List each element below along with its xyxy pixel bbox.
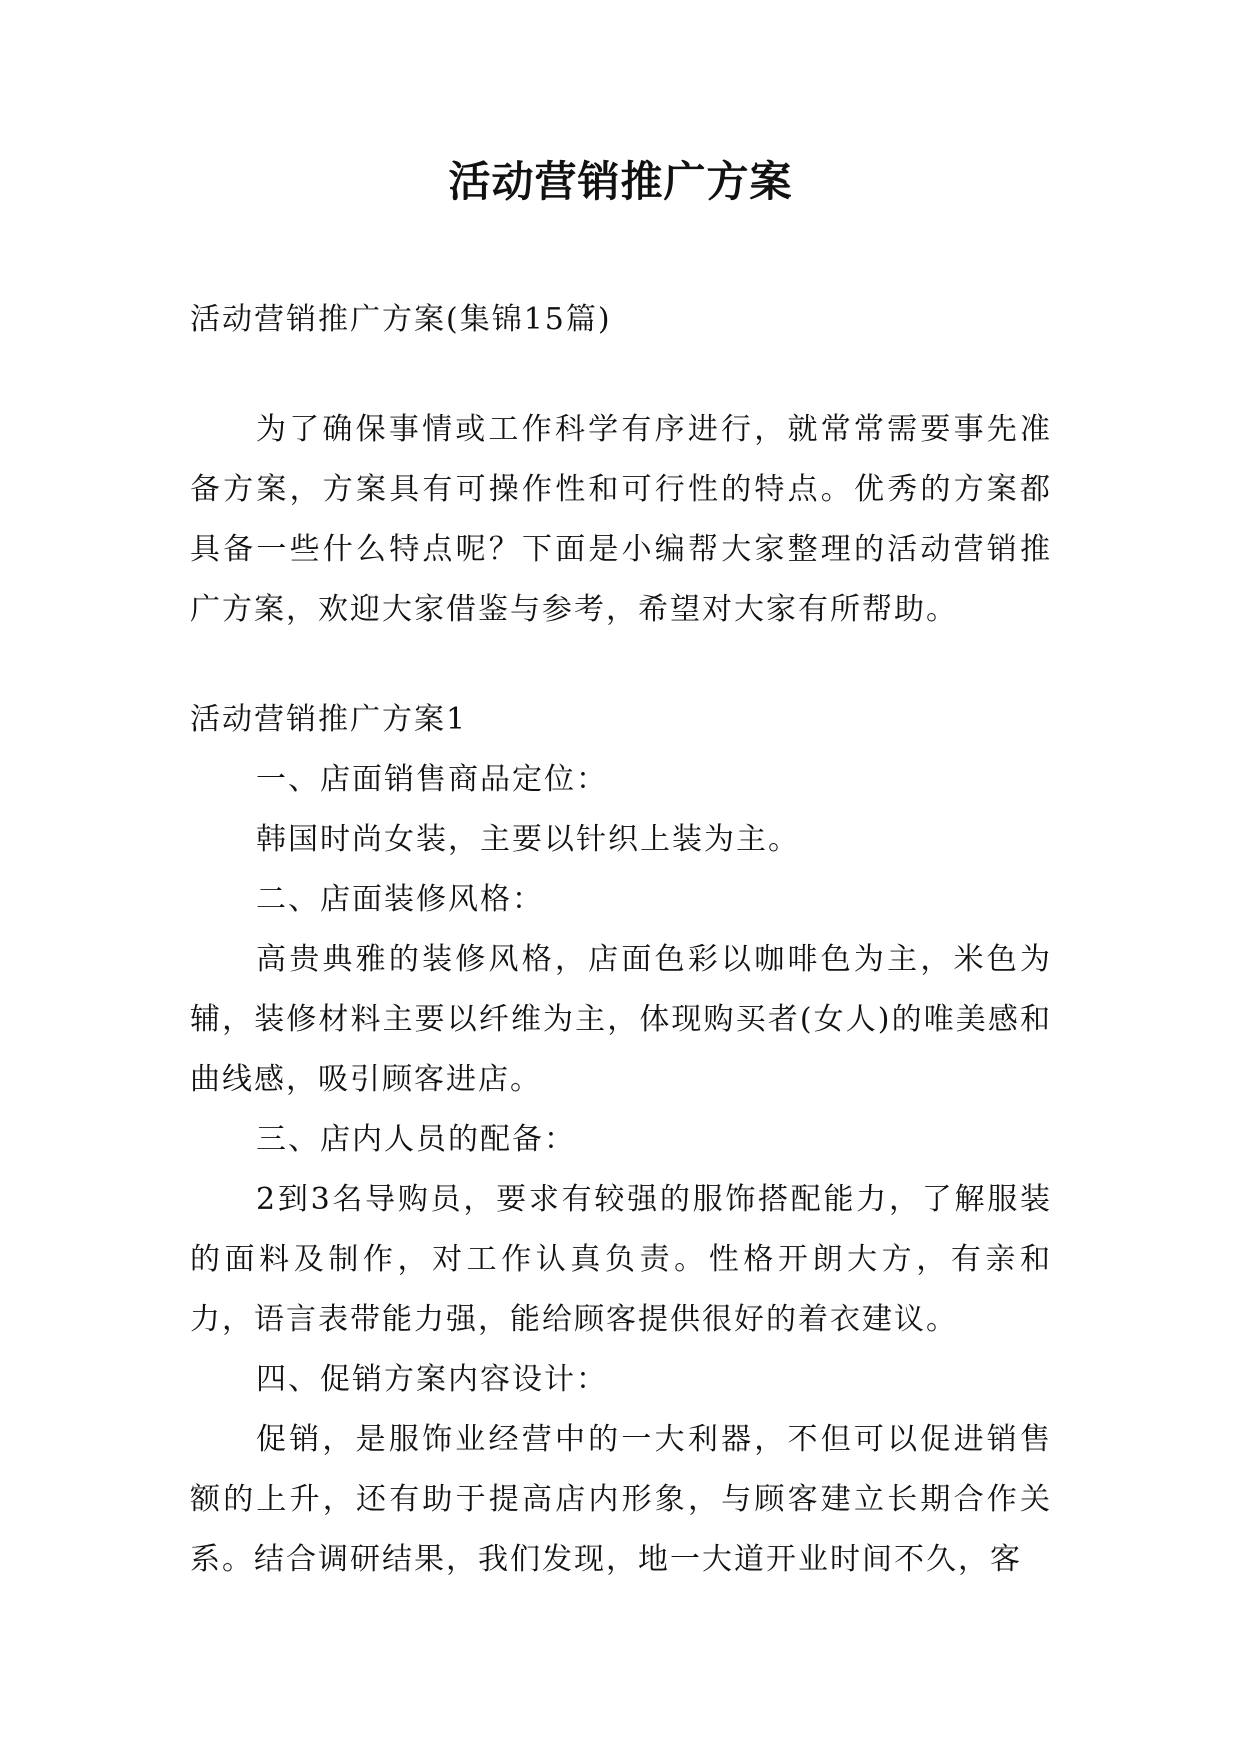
item-heading-promotion: 四、促销方案内容设计：	[256, 1362, 608, 1397]
paragraph-positioning: 韩国时尚女装，主要以针织上装为主。	[256, 822, 800, 857]
item-heading-staff: 三、店内人员的配备：	[256, 1122, 576, 1157]
item-heading-decoration: 二、店面装修风格：	[256, 882, 544, 917]
subtitle-text: 活动营销推广方案(集锦15篇)	[190, 302, 612, 337]
document-subtitle	[190, 290, 1052, 350]
intro-paragraph	[190, 400, 1052, 640]
document-title: 活动营销推广方案	[448, 157, 793, 206]
item-heading-positioning: 一、店面销售商品定位：	[256, 762, 608, 797]
paragraph-staff: 2到3名导购员，要求有较强的服饰搭配能力，了解服装的面料及制作，对工作认真负责。性格开朗大方，有亲和力，语言表带能力强，能给顾客提供很好的着衣建议。	[190, 1182, 1052, 1337]
paragraph-promotion: 促销，是服饰业经营中的一大利器，不但可以促进销售额的上升，还有助于提高店内形象，与顾客建立长期合作关系。结合调研结果，我们发现，地一大道开业时间不久，客	[190, 1422, 1052, 1577]
intro-text: 为了确保事情或工作科学有序进行，就常常需要事先准备方案，方案具有可操作性和可行性的特点。优秀的方案都具备一些什么特点呢？下面是小编帮大家整理的活动营销推广方案，欢迎大家借鉴与参考，希望对大家有所帮助。	[190, 412, 1052, 627]
section-1	[190, 690, 1052, 1590]
paragraph-decoration: 高贵典雅的装修风格，店面色彩以咖啡色为主，米色为辅，装修材料主要以纤维为主，体现购买者(女人)的唯美感和曲线感，吸引顾客进店。	[190, 942, 1052, 1097]
section-heading: 活动营销推广方案1	[190, 702, 468, 737]
